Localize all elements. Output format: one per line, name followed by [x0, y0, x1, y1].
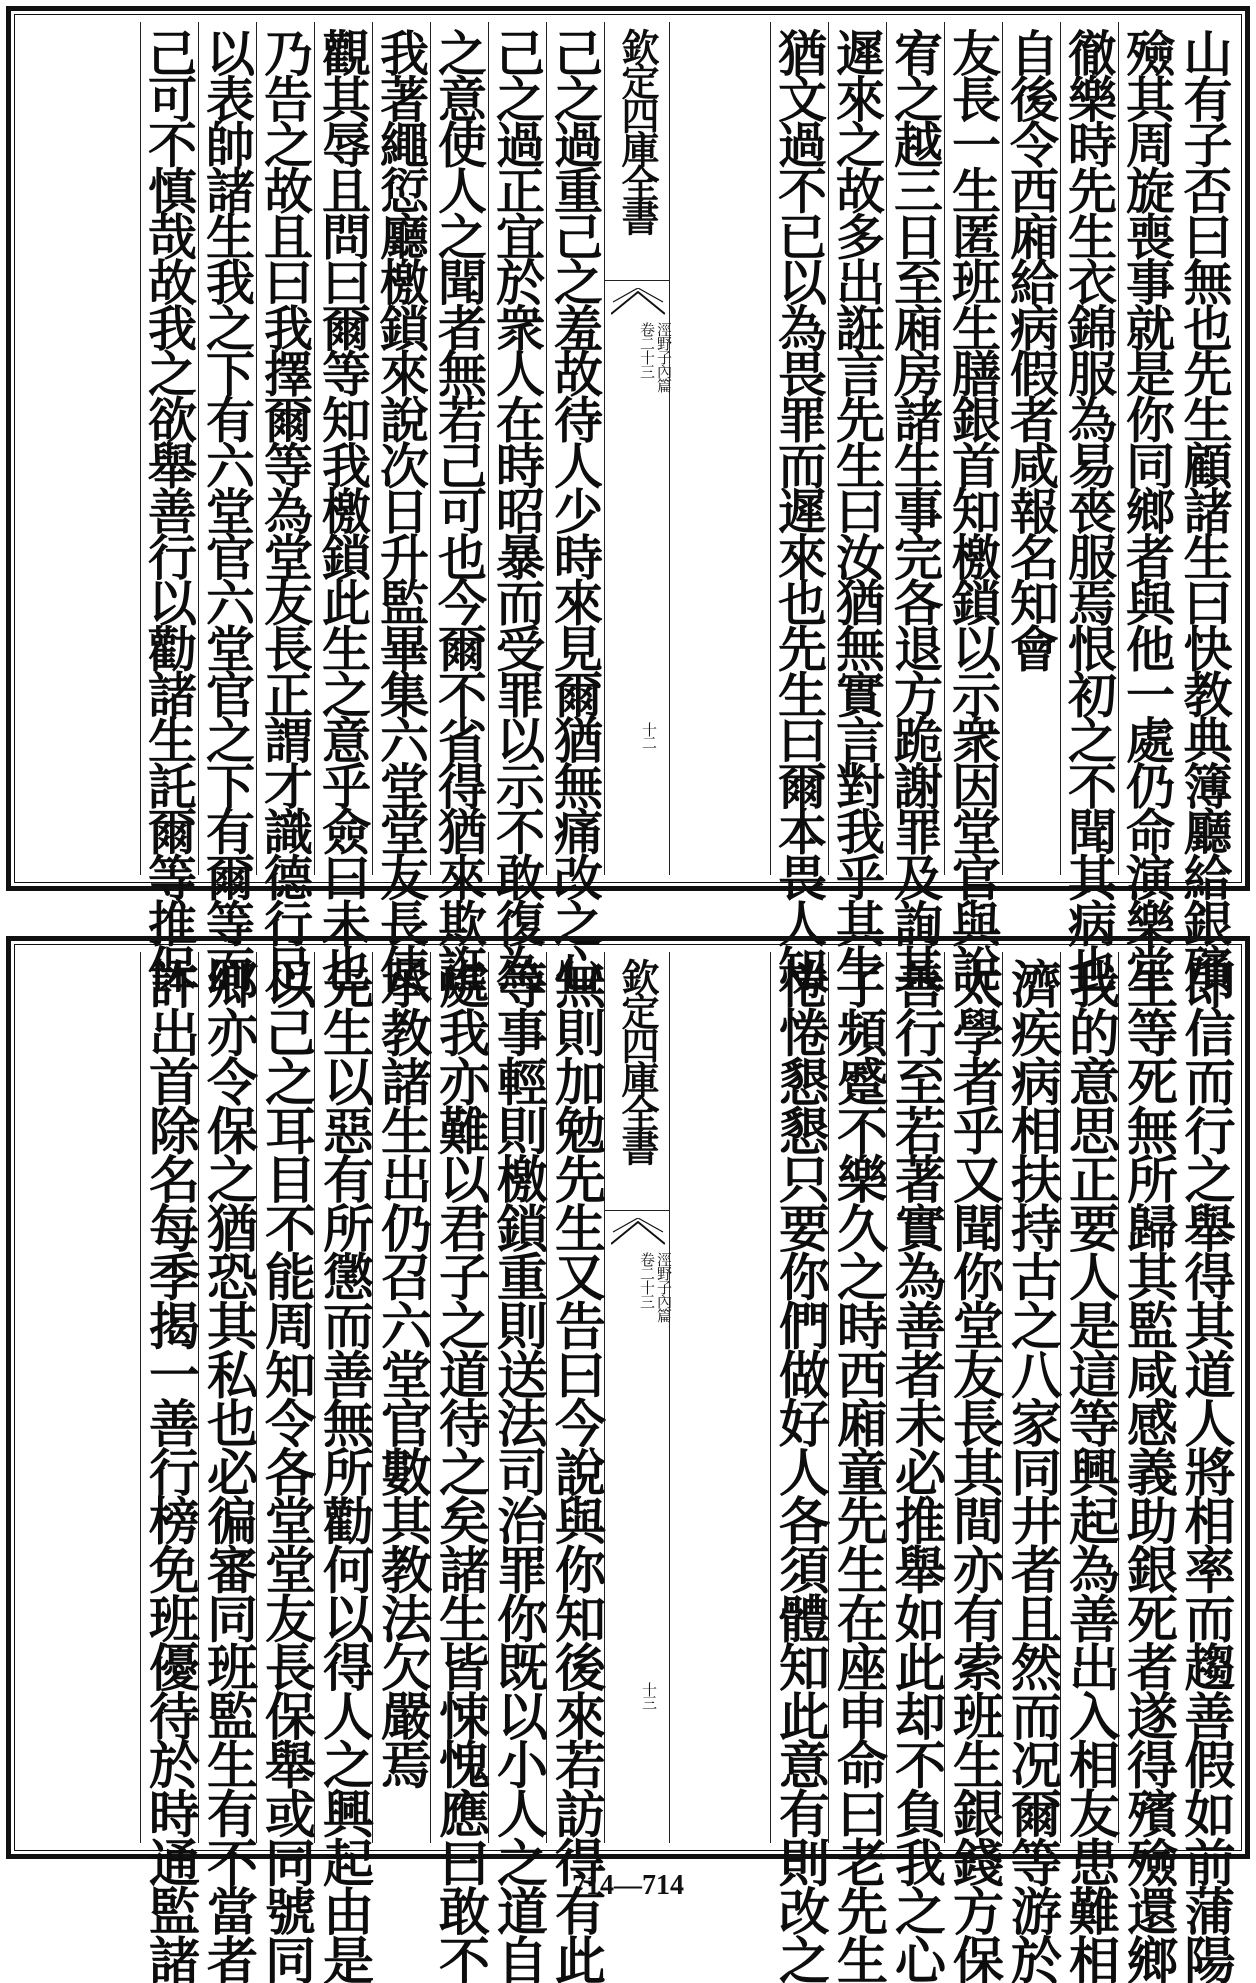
column-text: 太學者乎又聞你堂友長其間亦有索班生銀錢方保: [943, 958, 1004, 1983]
text-column: [140, 22, 199, 990]
text-column: [1001, 952, 1062, 1983]
column-text: 徹樂時先生衣錦服為易䘮服焉恨初之不聞其病也: [1060, 28, 1119, 990]
column-text: 猶文過不已以為畏罪而遲來也先生曰爾本畏人知: [770, 28, 829, 990]
page-footer-number: 714—714: [572, 1870, 684, 1901]
text-column: [372, 22, 431, 990]
column-text: 山有子否曰無也先生顧諸生曰快教典簿廳給銀殯: [1176, 28, 1234, 990]
text-column: [488, 22, 547, 990]
column-text: 惓惓懇懇只要你們做好人各須體知此意有則改之: [769, 958, 830, 1983]
column-text: 善行至若著實為善者未必推舉如此却不負我之心: [885, 958, 946, 1983]
text-column: [944, 22, 1003, 990]
column-text: 了頻蹙不樂久之時西廂童先生在座申命曰老先生: [827, 958, 888, 1983]
column-text: 宥之越三日至廂房諸生事完各退方跪謝罪及詢其: [886, 28, 945, 990]
gutter-rule: [605, 1210, 669, 1211]
text-column: [487, 952, 548, 1983]
text-column: [769, 952, 830, 1983]
center-gutter: [604, 22, 673, 875]
top-leaf: [6, 6, 1250, 990]
column-text: 生等死無所歸其監咸感義助銀死者遂得殯殮還鄉: [1117, 958, 1178, 1983]
text-column: [429, 952, 490, 1983]
column-text: 遲來之故多出誑言先生曰汝猶無實言對我乎其生: [828, 28, 887, 990]
column-text: 己之過正宜於衆人在時昭暴而受罪以示不敢復為: [488, 28, 547, 990]
column-text: 承教諸生出仍召六堂官數其教法欠嚴焉: [371, 958, 432, 1788]
work-name: 涇野子內篇: [655, 1252, 673, 1322]
column-text: 等事輕則檄鎖重則送法司治罪你既以小人之道自: [487, 958, 548, 1983]
column-text: 殮其周旋喪事就是你同鄉者與他一處仍命演樂堂: [1118, 28, 1177, 990]
text-column: [1117, 952, 1178, 1983]
work-name: 涇野子內篇: [655, 322, 673, 392]
leaf-page-number: 十二: [640, 722, 658, 748]
fish-tail-mark-icon: [611, 288, 665, 316]
text-column: [313, 952, 374, 1983]
column-text: 以己之耳目不能周知令各堂堂友長保舉或同號同: [255, 958, 316, 1983]
text-column: [1118, 22, 1177, 990]
text-column: [1059, 952, 1120, 1983]
gutter-work-title: [639, 322, 671, 392]
column-text: 之意使人之聞者無若己可也今爾不省得猶來欺誑: [430, 28, 489, 990]
column-text: 友長一生匿班生膳銀首知檄鎖以示衆因堂官與說: [944, 28, 1003, 990]
column-text: 處我亦難以君子之道待之矣諸生皆悚愧應曰敢不: [429, 958, 490, 1983]
text-column: [545, 952, 606, 1983]
column-text: 先生以惡有所懲而善無所勸何以得人之興起由是: [313, 958, 374, 1983]
text-column: [197, 952, 258, 1983]
text-column: [255, 952, 316, 1983]
column-text: 己可不慎哉故我之欲舉善行以勸諸生託爾等推保: [140, 28, 199, 990]
column-text: 許出首除名每季揭一善行榜免班優待於時通監諸: [139, 958, 200, 1983]
column-text: 乃告之故且曰我擇爾等為堂友長正謂才識德行足: [256, 28, 315, 990]
gutter-work-title: [639, 1252, 671, 1322]
text-column: [827, 952, 888, 1983]
text-column: [770, 22, 829, 990]
text-column: [828, 22, 887, 990]
text-column: [314, 22, 373, 990]
text-column: [139, 952, 200, 1983]
text-column: [198, 22, 257, 990]
column-text: 無則加勉先生又告曰今說與你知後來若訪得有此: [545, 958, 606, 1983]
text-column: [886, 22, 945, 990]
column-text: 我的意思正要人是這等興起為善出入相友患難相: [1059, 958, 1120, 1983]
volume-number: 卷二十三: [638, 1252, 656, 1308]
column-text: 自後令西廂給病假者咸報名知會: [1002, 28, 1061, 670]
column-text: 濟疾病相扶持古之八家同井者且然而况爾等游於: [1001, 958, 1062, 1983]
gutter-title: 欽定四庫全書: [615, 958, 660, 1162]
text-column: [546, 22, 605, 990]
fish-tail-mark-icon: [611, 1218, 665, 1246]
text-column: [372, 952, 430, 1843]
column-text: 以表帥諸生我之下有六堂官六堂官之下有爾等而: [198, 28, 257, 990]
text-column: [1060, 22, 1119, 990]
volume-number: 卷二十三: [638, 322, 656, 378]
column-text: 我著繩愆廳檄鎖來說次日升監畢集六堂堂友長使: [372, 28, 431, 990]
text-column: [885, 952, 946, 1983]
text-column: [1176, 22, 1234, 990]
column-text: 即信而行之舉得其道人將相率而趨善假如前蒲陽: [1175, 958, 1235, 1983]
text-column: [1175, 952, 1235, 1983]
center-gutter: [604, 952, 673, 1843]
text-column: [1002, 22, 1060, 875]
leaf-page-number: 十三: [640, 1682, 658, 1708]
gutter-title: 欽定四庫全書: [615, 28, 660, 232]
text-column: [256, 22, 315, 990]
text-column: [430, 22, 489, 990]
gutter-rule: [605, 280, 669, 281]
text-column: [943, 952, 1004, 1983]
column-text: 觀其辱且問曰爾等知我檄鎖此生之意乎僉曰未也: [314, 28, 373, 990]
column-text: 己之過重己之羞故待人少時來見爾猶無痛改之心: [546, 28, 605, 990]
column-text: 鄉亦令保之猶恐其私也必徧審同班監生有不當者: [197, 958, 258, 1983]
